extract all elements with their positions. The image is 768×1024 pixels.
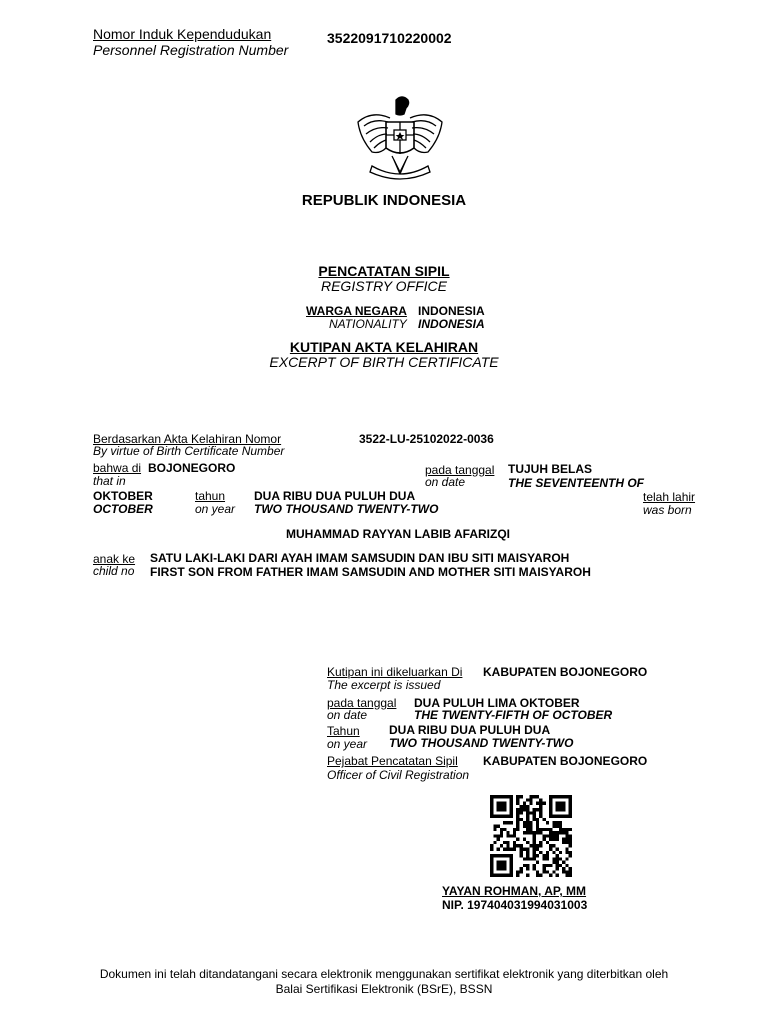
footer-line-2: Balai Sertifikasi Elektronik (BSrE), BSSN	[275, 982, 493, 996]
issued-year-value-en: TWO THOUSAND TWENTY-TWO	[389, 736, 574, 750]
country-title: REPUBLIK INDONESIA	[301, 192, 467, 209]
issued-year-label-en: on year	[327, 737, 368, 751]
signer-name: YAYAN ROHMAN, AP, MM	[442, 884, 587, 898]
place-label: bahwa di	[93, 461, 142, 475]
birth-date-value-en: THE SEVENTEENTH OF	[508, 476, 645, 490]
place-value: BOJONEGORO	[148, 461, 236, 475]
nik-label-en: Personnel Registration Number	[93, 42, 289, 58]
place-label-en: that in	[93, 474, 126, 488]
birth-year-label-en: on year	[195, 502, 236, 516]
certificate-number-label: Berdasarkan Akta Kelahiran Nomor	[93, 432, 282, 446]
issued-date-label: pada tanggal	[327, 696, 397, 710]
certificate-number-value: 3522-LU-25102022-0036	[359, 432, 494, 446]
nationality-label: WARGA NEGARA	[306, 304, 407, 318]
issued-place-value: KABUPATEN BOJONEGORO	[483, 665, 648, 679]
issued-date-label-en: on date	[327, 708, 368, 722]
issued-date-value: DUA PULUH LIMA OKTOBER	[414, 696, 580, 710]
child-number-label-en: child no	[93, 564, 135, 578]
nik-value: 3522091710220002	[327, 30, 452, 46]
birth-year-value: DUA RIBU DUA PULUH DUA	[254, 489, 416, 503]
birth-month-value: OKTOBER	[93, 489, 153, 503]
office-title: PENCATATAN SIPIL	[318, 263, 450, 279]
footer-line-1: Dokumen ini telah ditandatangani secara elektronik menggunakan sertifikat elektronik yang diterbitkan oleh	[99, 967, 669, 981]
signer-nip: NIP. 197404031994031003	[442, 898, 588, 912]
issued-place-label-en: The excerpt is issued	[327, 678, 441, 692]
qr-code-icon	[490, 795, 572, 877]
officer-value: KABUPATEN BOJONEGORO	[483, 754, 648, 768]
born-label-en: was born	[643, 503, 692, 517]
nationality-value-en: INDONESIA	[418, 317, 485, 331]
birth-date-label: pada tanggal	[425, 463, 495, 477]
officer-label-en: Officer of Civil Registration	[327, 768, 470, 782]
document-title: KUTIPAN AKTA KELAHIRAN	[289, 339, 479, 355]
child-number-value: SATU LAKI-LAKI DARI AYAH IMAM SAMSUDIN DAN IBU SITI MAISYAROH	[150, 551, 570, 565]
birth-year-value-en: TWO THOUSAND TWENTY-TWO	[254, 502, 439, 516]
birth-month-value-en: OCTOBER	[93, 502, 153, 516]
document-title-en: EXCERPT OF BIRTH CERTIFICATE	[269, 354, 499, 370]
certificate-number-label-en: By virtue of Birth Certificate Number	[93, 444, 285, 458]
nationality-value: INDONESIA	[418, 304, 485, 318]
child-name: MUHAMMAD RAYYAN LABIB AFARIZQI	[286, 527, 511, 541]
nationality-label-en: NATIONALITY	[329, 317, 407, 331]
issued-year-value: DUA RIBU DUA PULUH DUA	[389, 723, 551, 737]
garuda-pancasila-emblem-icon	[350, 92, 450, 184]
issued-date-value-en: THE TWENTY-FIFTH OF OCTOBER	[414, 708, 613, 722]
nik-label: Nomor Induk Kependudukan	[93, 26, 272, 42]
birth-year-label: tahun	[195, 489, 226, 503]
birth-date-label-en: on date	[425, 475, 466, 489]
officer-label: Pejabat Pencatatan Sipil	[327, 754, 458, 768]
office-title-en: REGISTRY OFFICE	[320, 278, 447, 294]
birth-date-value: TUJUH BELAS	[508, 462, 593, 476]
issued-year-label: Tahun	[327, 724, 360, 738]
issued-place-label: Kutipan ini dikeluarkan Di	[327, 665, 463, 679]
child-number-label: anak ke	[93, 552, 136, 566]
child-number-value-en: FIRST SON FROM FATHER IMAM SAMSUDIN AND MOTHER SITI MAISYAROH	[150, 565, 591, 579]
born-label: telah lahir	[643, 490, 696, 504]
